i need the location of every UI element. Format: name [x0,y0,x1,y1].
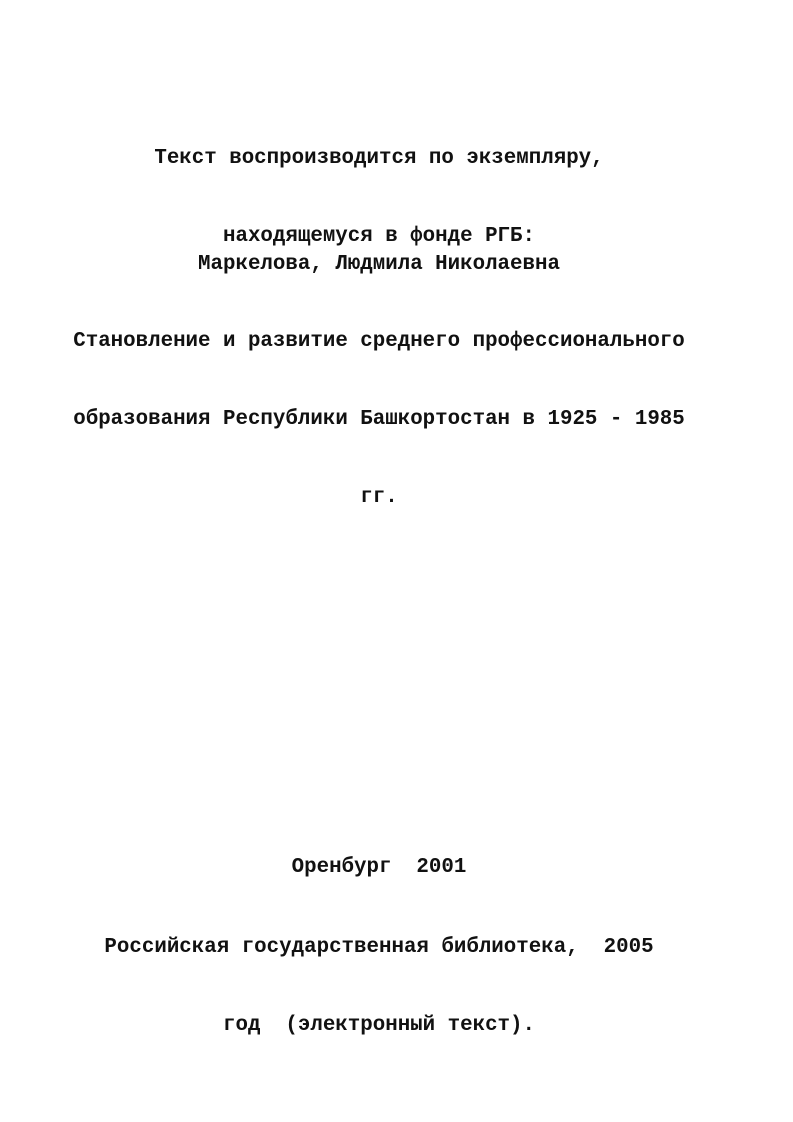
imprint-place-year: Оренбург 2001 [291,856,467,879]
notice-line-2: находящемуся в фонде РГБ: [222,225,535,248]
source-line-2: год (электронный текст). [222,1014,535,1037]
notice-line-1: Текст воспроизводится по экземпляру, [154,147,604,170]
author-name: Маркелова, Людмила Николаевна [198,253,560,276]
title-line-1: Становление и развитие среднего профессионального [73,330,685,353]
source-note [0,883,758,1091]
source-line-1: Российская государственная библиотека, 2005 [104,936,654,959]
dissertation-title [0,277,758,563]
title-line-2: образования Республики Башкортостан в 1925 - 1985 [73,408,685,431]
title-line-3: гг. [360,486,398,509]
